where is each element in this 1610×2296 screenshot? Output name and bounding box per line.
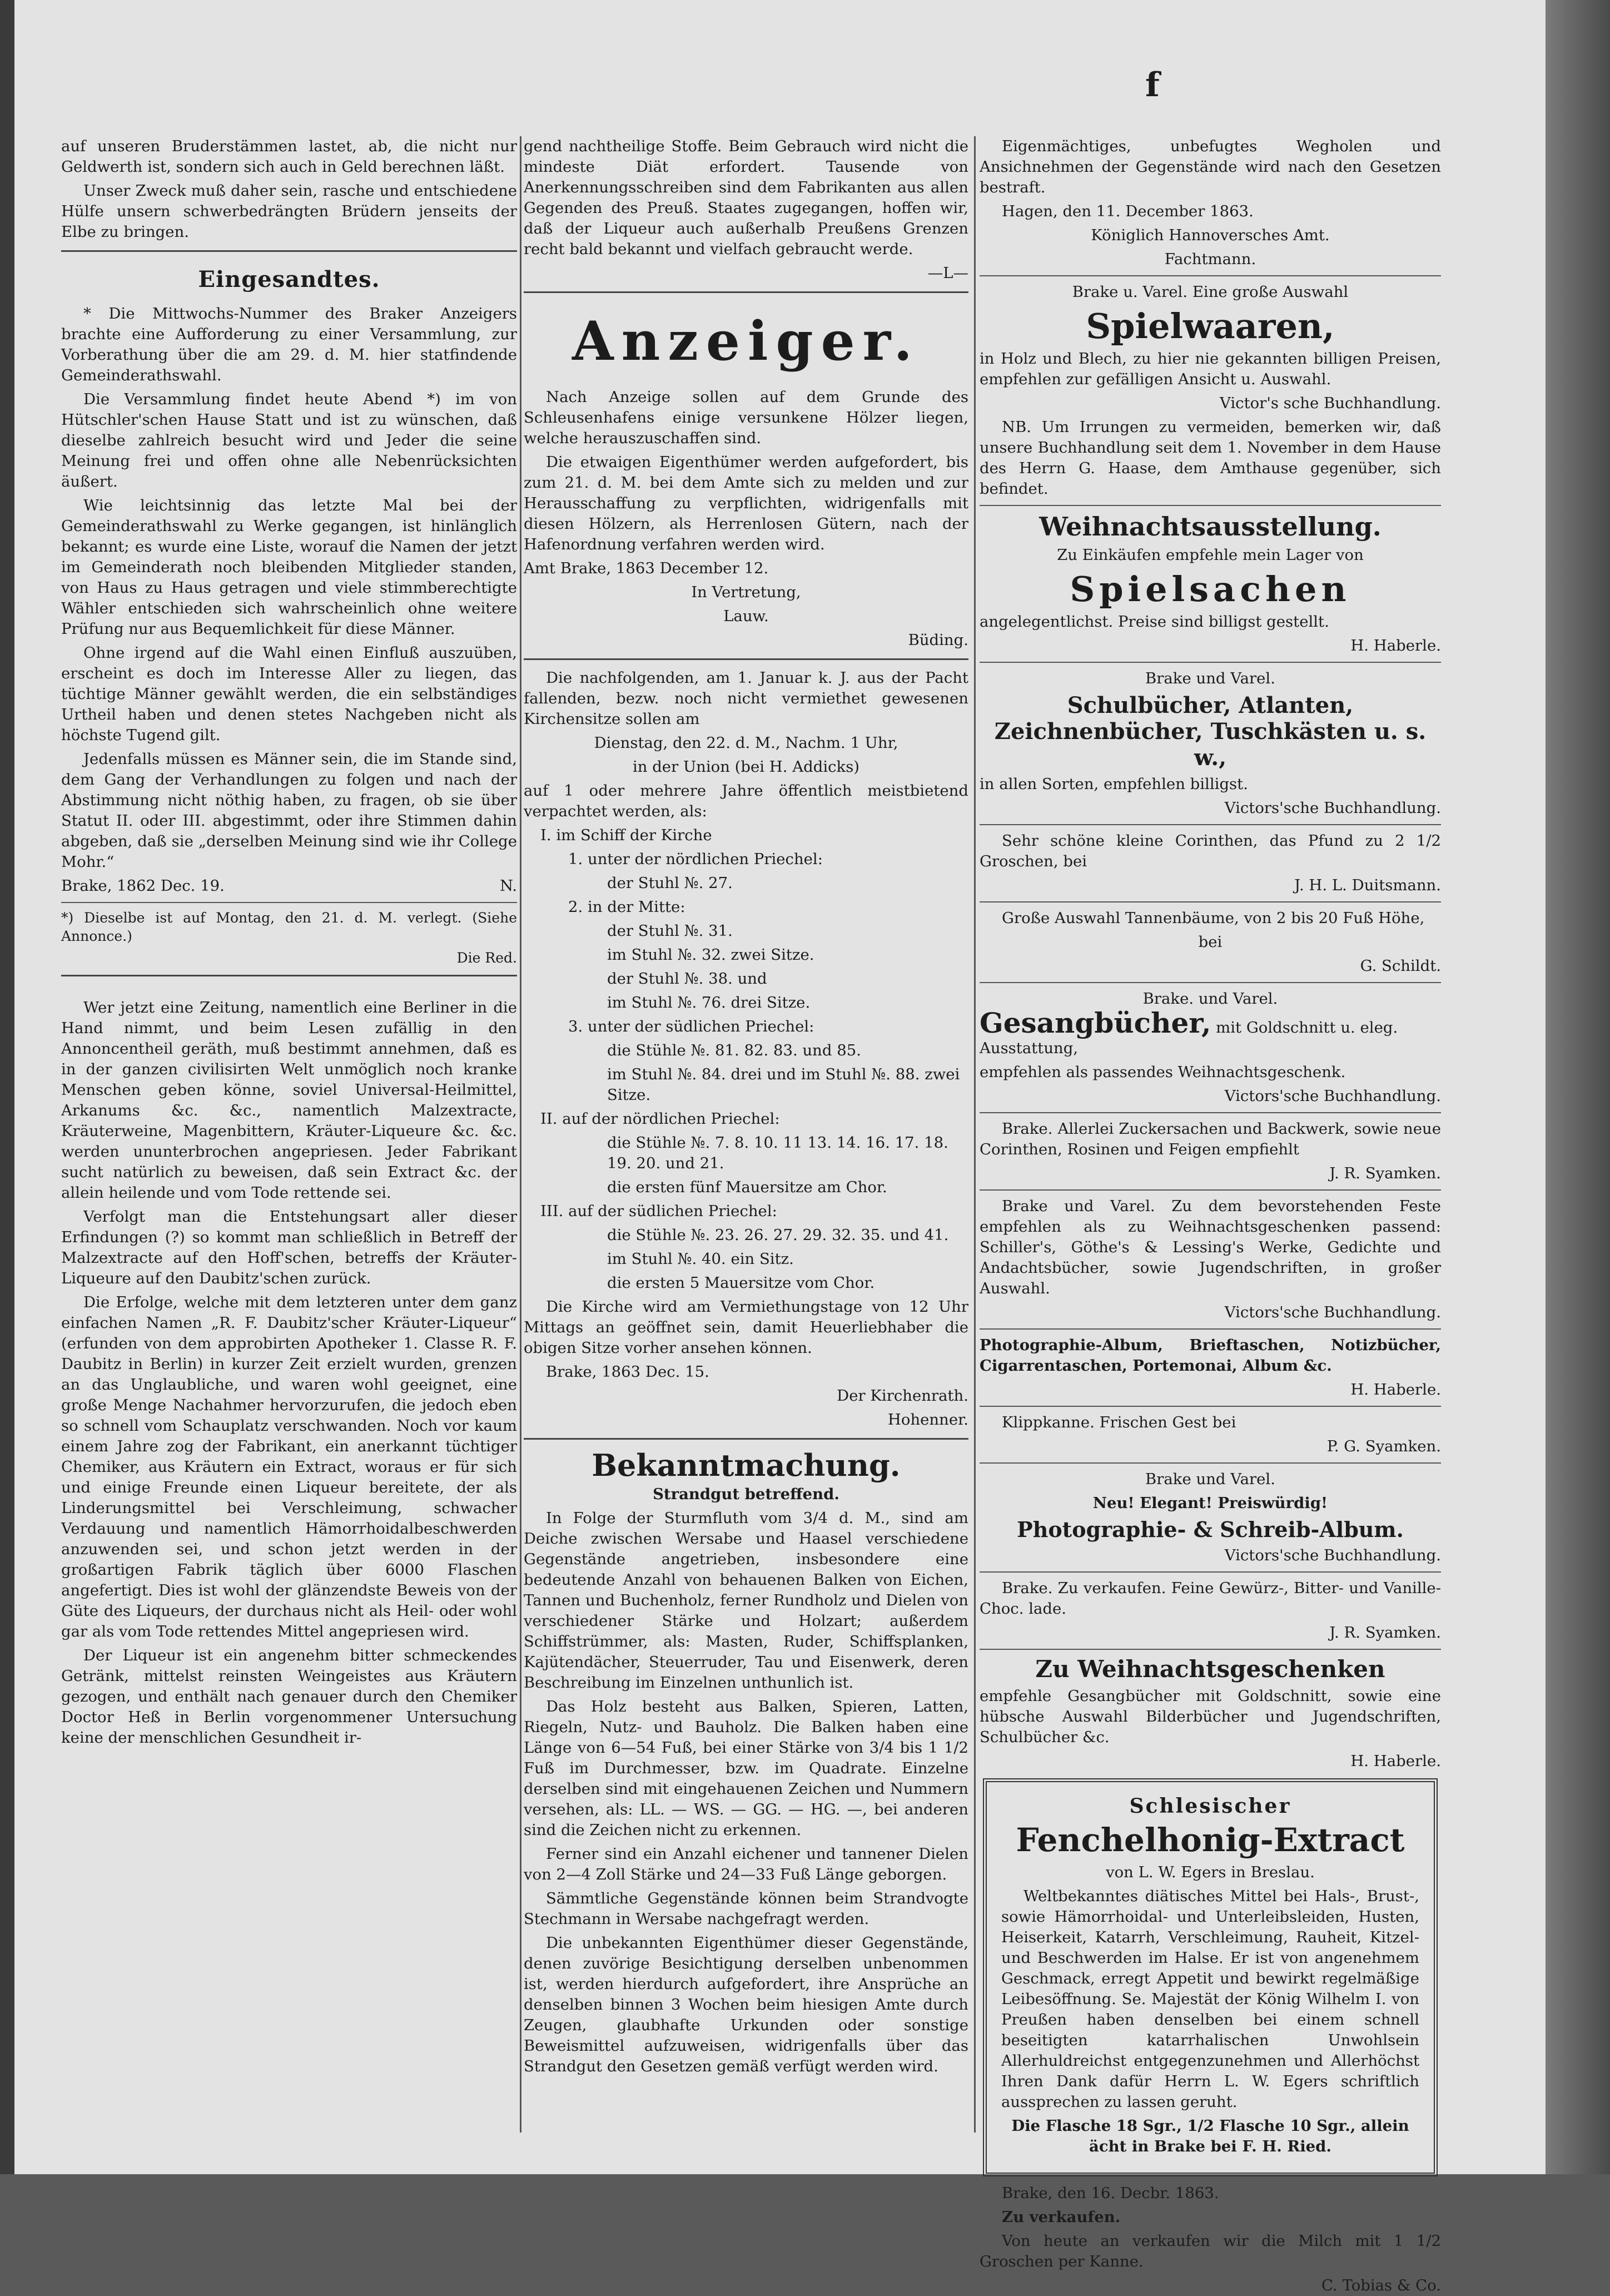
eingesandtes-heading: Eingesandtes. (198, 266, 380, 292)
paragraph: Jedenfalls müssen es Männer sein, die im Stande sind, dem Gang der Verhandlungen zu folgen und nach der Abstimmung nicht nöthig haben, zu fragen, ob sie über Statut II. oder III. abgestimmt, oder ihre Stimmen dahin abgeben, daß sie „derselben Meinung sind wie ihr College Mohr.“ (61, 750, 517, 871)
divider (61, 250, 517, 252)
notice-rep-name: Lauw. (723, 607, 769, 625)
ad-gesang-line (980, 1006, 1441, 1059)
paragraph: Nach Anzeige sollen auf dem Grunde des Schleusenhafens einige versunkene Hölzer liegen, welche herauszuschaffen sind. (524, 388, 968, 447)
divider (980, 982, 1441, 983)
box-head: Schlesischer (1129, 1794, 1291, 1818)
divider (980, 901, 1441, 902)
kirchensitze-place: in der Union (bei H. Addicks) (632, 758, 860, 776)
ad-photo-tag: Neu! Elegant! Preiswürdig! (1092, 1494, 1328, 1512)
seat-list-item: der Stuhl №. 38. und (607, 970, 767, 988)
ad-schulbuecher-text: in allen Sorten, empfehlen billigst. (980, 775, 1248, 793)
ad-spielwaaren-intro: Brake u. Varel. Eine große Auswahl (1072, 283, 1349, 301)
ad-gest-sig: P. G. Syamken. (1326, 1437, 1441, 1455)
seat-list-item: im Stuhl №. 76. drei Sitze. (607, 994, 811, 1011)
divider (980, 275, 1441, 276)
seat-list-item: der Stuhl №. 27. (607, 874, 733, 892)
seat-list (524, 825, 968, 1293)
ad-gesang-head: Brake. und Varel. (1142, 990, 1278, 1008)
seat-list-item: die ersten fünf Mauersitze am Chor. (607, 1178, 887, 1196)
box-price: Die Flasche 18 Sgr., 1/2 Flasche 10 Sgr., allein ächt in Brake bei F. H. Ried. (1011, 2117, 1409, 2155)
seat-list-item: die Stühle №. 23. 26. 27. 29. 32. 35. und 41. (607, 1226, 949, 1244)
ad-gesang-sig: Victors'sche Buchhandlung. (1224, 1087, 1441, 1105)
ad-schulbuecher-title: Schulbücher, Atlanten, Zeichnenbücher, Tuschkästen u. s. w., (994, 692, 1427, 771)
ad-weihnacht-title: Weihnachtsausstellung. (1039, 512, 1382, 542)
divider (980, 662, 1441, 663)
divider (980, 1571, 1441, 1573)
paragraph: Unser Zweck muß daher sein, rasche und entschiedene Hülfe unsern schwerbedrängten Brüdern jenseits der Elbe zu bringen. (61, 182, 517, 241)
paragraph: Die Erfolge, welche mit dem letzteren unter dem ganz einfachen Namen „R. F. Daubitz'scher Kräuter-Liqueur“ (erfunden von dem approbirten Apotheker 1. Classe R. F. Daubitz in Berlin) in kurzer Zeit erzielt wurden, grenzen an das Unglaubliche, und waren wohl geeignet, eine große Menge Nachahmer hervorzurufen, die jedoch eben so schnell vom Schauplatz verschwanden. Noch vor kaum einem Jahre zog der Fabrikant, ein anerkannt tüchtiger Chemiker, aus Kräutern ein Extract, woraus er für sich und einige Freunde einen Liqueur bereitete, der als Linderungsmittel bei Verschleimung, schwacher Verdauung und namentlich Hämorrhoidalbeschwerden anzuwenden sei, und schon jetzt werden in der großartigen Fabrik täglich über 6000 Flaschen angefertigt. Dies ist wohl der glänzendste Beweis von der Güte des Liqueurs, der durchaus nicht als Heil- oder wohl gar als vom Tode rettendes Mittel angepriesen wird. (61, 1293, 517, 1640)
divider (61, 975, 517, 976)
seat-list-item: 1. unter der nördlichen Priechel: (568, 850, 823, 868)
kirchensitze-intro: Die nachfolgenden, am 1. Januar k. J. aus der Pacht fallenden, bezw. noch nicht vermiethet gewesenen Kirchensitze sollen am (524, 669, 968, 728)
ad-weihnacht-text: angelegentlichst. Preise sind billigst gestellt. (980, 613, 1329, 631)
divider (524, 291, 968, 293)
seat-list-item: die Stühle №. 81. 82. 83. und 85. (607, 1042, 861, 1059)
ad-spielwaaren-nb: NB. Um Irrungen zu vermeiden, bemerken wir, daß unsere Buchhandlung seit dem 1. November in dem Hause des Herrn G. Haase, dem Amthause gegenüber, sich befindet. (980, 418, 1441, 498)
seat-list-item: die ersten 5 Mauersitze vom Chor. (607, 1274, 875, 1292)
last-text: Von heute an verkaufen wir die Milch mit 1 1/2 Groschen per Kanne. (980, 2232, 1441, 2270)
paragraph: In Folge der Sturmfluth vom 3/4 d. M., sind am Deiche zwischen Wersabe und Haasel verschiedene Gegenstände angetrieben, insbesondere eine bedeutende Anzahl von behauenen Balken von Eichen, Tannen und Buchenholz, ferner Rundholz und Dielen von verschiedener Stärke und Holzart; außerdem Schiffstrümmer, als: Masten, Ruder, Schiffsplanken, Kajütendächer, Steuerruder, Tau und Eisenwerk, deren Beschreibung im Einzelnen unthunlich ist. (524, 1509, 968, 1692)
ad-fenchelhonig-box (983, 1778, 1438, 2176)
seat-list-item: 3. unter der südlichen Priechel: (568, 1018, 814, 1035)
divider (980, 824, 1441, 825)
column-right (980, 136, 1441, 2294)
divider (61, 902, 517, 903)
liqueur-article (61, 998, 517, 1748)
article-signature: —L— (927, 264, 968, 282)
notice-place: Amt Brake, 1863 December 12. (524, 559, 769, 577)
column-rule-left (520, 136, 521, 2133)
box-title: Fenchelhonig-Extract (1016, 1821, 1405, 1859)
paragraph: Ohne irgend auf die Wahl einen Einfluß auszuüben, erscheint es doch im Interesse Aller zu liegen, das tüchtige Männer gewählt werden, die ein selbständiges Urtheil haben und denen stetes Nachgeben nicht als höchste Tugend gilt. (61, 644, 517, 744)
divider (980, 1406, 1441, 1407)
notice-hoelzer (524, 387, 968, 555)
ad-zucker-sig: J. R. Syamken. (1329, 1164, 1441, 1182)
ad-photo-title: Photographie- & Schreib-Album. (1017, 1517, 1404, 1542)
footnote: *) Dieselbe ist auf Montag, den 21. d. M. verlegt. (Siehe Annonce.) Die Red. (61, 910, 517, 966)
ad-corinthen-sig: J. H. L. Duitsmann. (1294, 876, 1441, 894)
ad-album-text: Photographie-Album, Brieftaschen, Notizbücher, Cigarrentaschen, Portemonai, Album &c. (980, 1336, 1441, 1375)
ad-schulbuecher-sig: Victors'sche Buchhandlung. (1224, 799, 1441, 817)
ad-spielwaaren-sig: Victor's sche Buchhandlung. (1220, 394, 1441, 412)
ad-zucker-text: Brake. Allerlei Zuckersachen und Backwerk, sowie neue Corinthen, Rosinen und Feigen empfiehlt (980, 1120, 1441, 1158)
divider (980, 1112, 1441, 1113)
paragraph: Die Versammlung findet heute Abend *) im von Hütschler'schen Hause Statt und ist zu wünschen, daß dieselbe zahlreich besucht wird und Jeder die seine Meinung frei und offen ohne alle Nebenrücksichten äußert. (61, 390, 517, 490)
seat-list-item: der Stuhl №. 31. (607, 922, 733, 940)
divider (524, 1438, 968, 1440)
ad-weihnacht-big: Spielsachen (1070, 569, 1351, 609)
intro-paragraphs (61, 136, 517, 242)
ad-tannen-bei: bei (1198, 933, 1223, 951)
page-edge (1546, 0, 1610, 2174)
eingesandtes-body (61, 304, 517, 872)
kirchensitze-end: Die Kirche wird am Vermiethungstage von 12 Uhr Mittags an geöffnet sein, damit Heuerliebhaber die obigen Sitze vorher ansehen können. (524, 1298, 968, 1357)
divider (980, 1189, 1441, 1191)
ad-gesang-title: Gesangbücher, (980, 1006, 1211, 1039)
paragraph: Der Liqueur ist ein angenehm bitter schmeckendes Getränk, mittelst reinsten Weingeistes aus Kräutern gezogen, und enthält nach genauer durch den Chemiker Doctor Heß in Berlin vorgenommener Untersuchung keine der menschlichen Gesundheit ir- (61, 1647, 517, 1747)
ad-spielwaaren-title: Spielwaaren, (1086, 306, 1335, 346)
last-place: Brake, den 16. Decbr. 1863. (1002, 2184, 1219, 2202)
ad-album-sig: H. Haberle. (1350, 1381, 1441, 1399)
seat-list-item: im Stuhl №. 84. drei und im Stuhl №. 88. zwei Sitze. (607, 1065, 960, 1104)
ad-tannen-text: Große Auswahl Tannenbäume, von 2 bis 20 Fuß Höhe, (1002, 909, 1425, 927)
ad-photo-sig: Victors'sche Buchhandlung. (1224, 1546, 1441, 1564)
ad-tannen-sig: G. Schildt. (1360, 957, 1441, 975)
ad-gewuerz-sig: J. R. Syamken. (1329, 1624, 1441, 1642)
box-by: von L. W. Egers in Breslau. (1106, 1863, 1315, 1881)
kirchensitze-sig1: Der Kirchenrath. (837, 1387, 968, 1405)
bekanntmachung-sub: Strandgut betreffend. (653, 1485, 839, 1503)
paragraph: * Die Mittwochs-Nummer des Braker Anzeigers brachte eine Aufforderung zu einer Versammlung, zur Vorberathung über die am 29. d. M. hier statfindende Gemeinderathswahl. (61, 305, 517, 384)
kirchensitze-sig2: Hohenner. (887, 1411, 968, 1429)
paragraph: Wie leichtsinnig das letzte Mal bei der Gemeinderathswahl zu Werke gegangen, ist hinlänglich bekannt; es wurde eine Liste, worauf die Namen der jetzt im Gemeinderath noch bleibenden Mitglieder standen, von Haus zu Haus getragen und viele stimmberechtigte Wähler entschieden sich wahrscheinlich ohne weitere Prüfung nur aus Bequemlichkeit für diese Männer. (61, 497, 517, 638)
seat-list-item: II. auf der nördlichen Priechel: (540, 1110, 780, 1128)
anzeiger-heading: Anzeiger. (572, 310, 920, 373)
seat-list-item: die Stühle №. 7. 8. 10. 11 13. 14. 16. 17. 18. 19. 20. und 21. (607, 1134, 948, 1172)
notice-top: Eigenmächtiges, unbefugtes Wegholen und Ansichnehmen der Gegenstände wird nach den Gesetzen bestraft. (980, 137, 1441, 196)
ad-weihnacht-intro: Zu Einkäufen empfehle mein Lager von (1057, 546, 1364, 564)
notice-top-sig2: Fachtmann. (1164, 250, 1256, 268)
seat-list-item: III. auf der südlichen Priechel: (540, 1202, 777, 1220)
divider (524, 658, 968, 660)
ad-photo-head: Brake und Varel. (1145, 1470, 1275, 1488)
kirchensitze-cond: auf 1 oder mehrere Jahre öffentlich meistbietend verpachtet werden, als: (524, 782, 968, 820)
ad-weihnacht-sig: H. Haberle. (1350, 637, 1441, 654)
ad-gesang-text: empfehlen als passendes Weihnachtsgeschenk. (980, 1063, 1346, 1081)
page-binding (0, 0, 14, 2174)
divider (980, 505, 1441, 506)
ad-schulbuecher-head: Brake und Varel. (1145, 670, 1275, 687)
paragraph: Sämmtliche Gegenstände können beim Strandvogte Stechmann in Wersabe nachgefragt werden. (524, 1890, 968, 1928)
seat-list-item: im Stuhl №. 40. ein Sitz. (607, 1250, 794, 1268)
paragraph: Die unbekannten Eigenthümer dieser Gegenstände, denen zuvörige Besichtigung derselben unbenommen ist, werden hierdurch aufgefordert, ihre Ansprüche an denselben binnen 3 Wochen beim hiesigen Amte durch Zeugen, glaubhafte Urkunden oder sonstige Beweismittel aufzuweisen, widrigenfalls über das Strandgut den Gesetzen gemäß verfügt werden wird. (524, 1934, 968, 2075)
page-mark: f (1145, 66, 1160, 105)
paragraph: Die etwaigen Eigenthümer werden aufgefordert, bis zum 21. d. M. bei dem Amte sich zu melden und zur Herausschaffung zu verpflichten, widrigenfalls mit diesen Hölzern, als Herrenlosen Gütern, nach der Hafenordnung verfahren werden wird. (524, 453, 968, 553)
paragraph: Das Holz besteht aus Balken, Spieren, Latten, Riegeln, Nutz- und Bauholz. Die Balken haben eine Länge von 6—54 Fuß, bei einer Stärke von 3/4 bis 1 1/2 Fuß im Durchmesser, bzw. im Quadrate. Einzelne derselben sind mit eingehauenen Zeichen und Nummern versehen, als: LL. — WS. — GG. — HG. —, bei anderen sind die Zeichen nicht zu erkennen. (524, 1698, 968, 1839)
ad-gest-text: Klippkanne. Frischen Gest bei (1002, 1414, 1236, 1431)
kirchensitze-place2: Brake, 1863 Dec. 15. (546, 1363, 709, 1381)
continued-article: gend nachtheilige Stoffe. Beim Gebrauch wird nicht die mindeste Diät erfordert. Tausende von Anerkennungsschreiben sind dem Fabrikanten aus allen Gegenden des Preuß. Staates zugegangen, hoffen wir, daß der Liqueur auch außerhalb Preußens Grenzen recht bald bekannt und vielfach gebraucht werde. (524, 137, 968, 258)
seat-list-item: im Stuhl №. 32. zwei Sitze. (607, 946, 814, 964)
ad-geschenke-text: empfehle Gesangbücher mit Goldschnitt, sowie eine hübsche Auswahl Bilderbücher und Jugendschriften, Schulbücher &c. (980, 1687, 1441, 1746)
notice-top-sig1: Königlich Hannoversches Amt. (1091, 226, 1330, 244)
notice-sig: Büding. (908, 631, 968, 649)
ad-spielwaaren-text: in Holz und Blech, zu hier nie gekannten billigen Preisen, empfehlen zur gefälligen Ansicht u. Auswahl. (980, 350, 1441, 388)
column-middle (524, 136, 968, 2133)
ad-corinthen-text: Sehr schöne kleine Corinthen, das Pfund zu 2 1/2 Groschen, bei (980, 832, 1441, 870)
column-rule-right (974, 136, 976, 2133)
ad-gesang-extra: mit Goldschnitt u. eleg. Ausstattung, (980, 1019, 1398, 1057)
bekanntmachung-body (524, 1508, 968, 2077)
ad-geschenke-title: Zu Weihnachtsgeschenken (1035, 1655, 1385, 1683)
last-sig: C. Tobias & Co. (1321, 2277, 1441, 2294)
ad-werke-text: Brake und Varel. Zu dem bevorstehenden Feste empfehlen als zu Weihnachtsgeschenken passend: Schiller's, Göthe's & Lessing's Werke, Gedichte und Andachtsbücher, sowie Jugendschriften, in großer Auswahl. (980, 1197, 1441, 1297)
divider (980, 1649, 1441, 1650)
column-left (61, 136, 517, 2133)
eingesandtes-signoff: Brake, 1862 Dec. 19. N. (61, 877, 517, 895)
seat-list-item: I. im Schiff der Kirche (540, 826, 712, 844)
last-title: Zu verkaufen. (1002, 2208, 1121, 2226)
ad-geschenke-sig: H. Haberle. (1350, 1752, 1441, 1770)
notice-rep: In Vertretung, (691, 583, 801, 601)
paragraph: Ferner sind ein Anzahl eichener und tannener Dielen von 2—4 Zoll Stärke und 24—33 Fuß Länge geborgen. (524, 1845, 968, 1883)
ad-gewuerz-text: Brake. Zu verkaufen. Feine Gewürz-, Bitter- und Vanille-Choc. lade. (980, 1579, 1441, 1618)
paragraph: Verfolgt man die Entstehungsart aller dieser Erfindungen (?) so kommt man schließlich in Betreff der Malzextracte auf den Hoff'schen, betreffs der Kräuter-Liqueure auf den Daubitz'schen zurück. (61, 1208, 517, 1287)
paragraph: auf unseren Bruderstämmen lastet, ab, die nicht nur Geldwerth ist, sondern sich auch in Geld berechnen läßt. (61, 137, 517, 176)
paragraph: Wer jetzt eine Zeitung, namentlich eine Berliner in die Hand nimmt, und beim Lesen zufällig in den Annoncentheil geräth, muß bestimmt annehmen, daß es in der ganzen civilisirten Welt unmöglich noch kranke Menschen geben könne, soviel Universal-Heilmittel, Arkanums &c. &c., namentlich Malzextracte, Kräuterweine, Magenbittern, Kräuter-Liqueure &c. &c. werden ununterbrochen angepriesen. Jeder Fabrikant sucht natürlich zu beweisen, daß sein Extract &c. der allein heilende und vom Tode rettende sei. (61, 999, 517, 1202)
notice-top-place: Hagen, den 11. December 1863. (1002, 202, 1254, 220)
ad-werke-sig: Victors'sche Buchhandlung. (1224, 1303, 1441, 1321)
divider (980, 1462, 1441, 1464)
box-text: Weltbekanntes diätisches Mittel bei Hals-, Brust-, sowie Hämorrhoidal- und Unterleibsleiden, Husten, Heiserkeit, Katarrh, Verschleimung, Rauheit, Kitzel- und Beschwerden im Halse. Er ist von angenehmem Geschmack, erregt Appetit und bewirkt regelmäßige Leibesöffnung. Se. Majestät der König Wilhelm I. von Preußen haben denselben bei einem schnell beseitigten katarrhalischen Unwohlsein Allerhuldreichst entgegenzunehmen und Allerhöchst Ihren Dank dafür Herrn L. W. Egers schriftlich aussprechen zu lassen geruht. (1001, 1887, 1419, 2111)
kirchensitze-date: Dienstag, den 22. d. M., Nachm. 1 Uhr, (594, 734, 898, 752)
divider (980, 1328, 1441, 1330)
seat-list-item: 2. in der Mitte: (568, 898, 685, 916)
bekanntmachung-heading: Bekanntmachung. (592, 1447, 901, 1483)
